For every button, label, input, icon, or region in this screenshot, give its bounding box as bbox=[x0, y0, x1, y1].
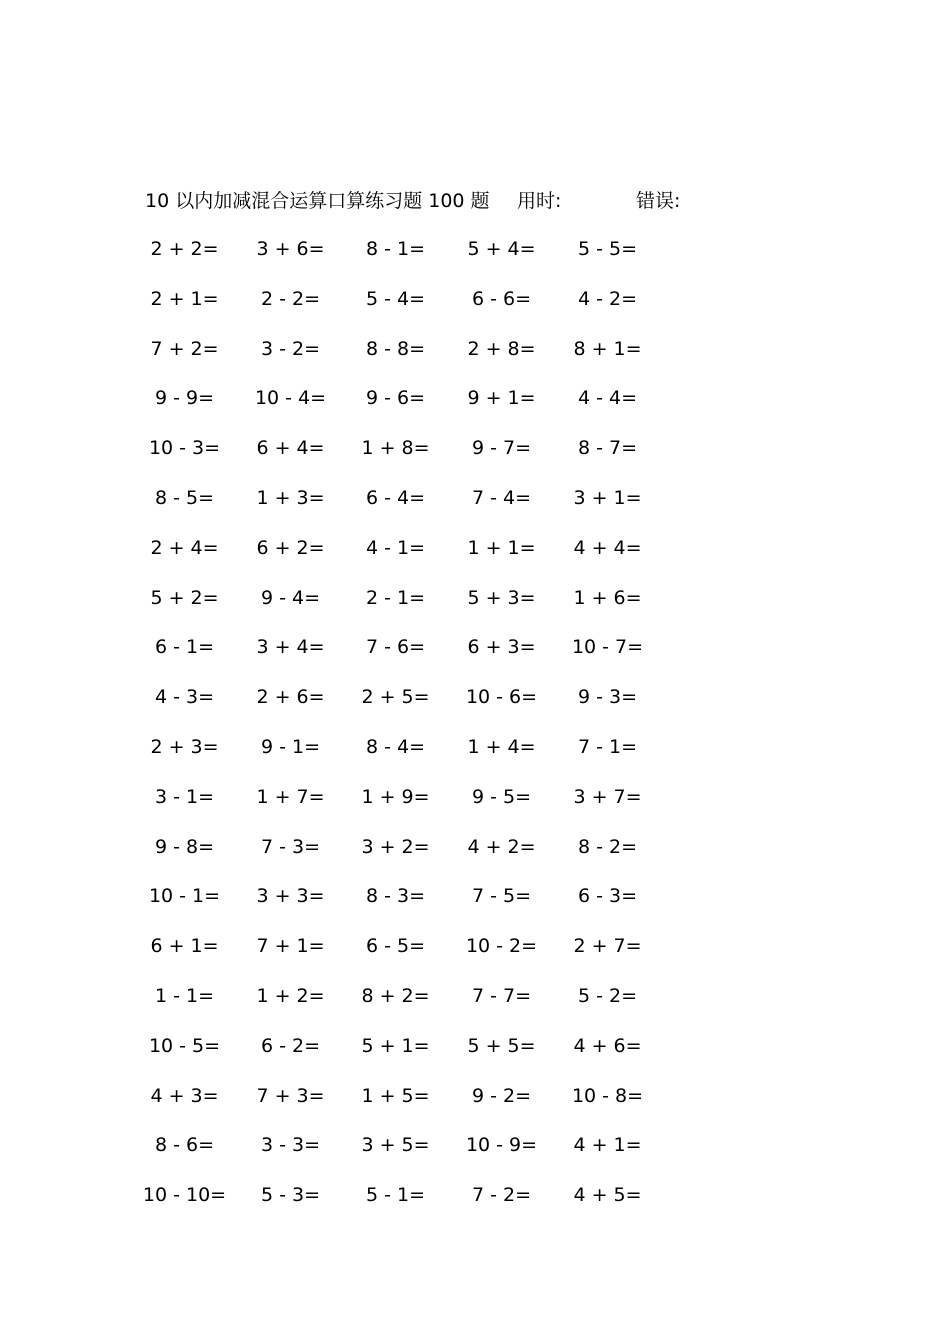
arithmetic-problem: 8 - 5= bbox=[154, 486, 215, 509]
arithmetic-problem: 1 + 1= bbox=[467, 536, 536, 559]
arithmetic-problem: 4 - 2= bbox=[577, 287, 638, 310]
arithmetic-problem: 9 - 2= bbox=[471, 1084, 532, 1107]
problem-grid bbox=[0, 233, 950, 1229]
arithmetic-problem: 1 + 2= bbox=[256, 984, 325, 1007]
arithmetic-problem: 1 + 8= bbox=[361, 437, 430, 460]
problem-row bbox=[0, 532, 950, 582]
arithmetic-problem: 7 - 3= bbox=[260, 835, 321, 858]
arithmetic-problem: 10 - 8= bbox=[571, 1084, 644, 1107]
arithmetic-problem: 4 + 2= bbox=[467, 835, 536, 858]
arithmetic-problem: 8 - 3= bbox=[365, 885, 426, 908]
arithmetic-problem: 3 + 5= bbox=[361, 1134, 430, 1157]
arithmetic-problem: 7 + 3= bbox=[256, 1084, 325, 1107]
arithmetic-problem: 4 - 4= bbox=[577, 387, 638, 410]
arithmetic-problem: 8 - 7= bbox=[577, 437, 638, 460]
problem-row bbox=[0, 233, 950, 283]
arithmetic-problem: 6 - 5= bbox=[365, 935, 426, 958]
arithmetic-problem: 8 - 6= bbox=[154, 1134, 215, 1157]
arithmetic-problem: 9 - 9= bbox=[154, 387, 215, 410]
problem-row bbox=[0, 1080, 950, 1130]
arithmetic-problem: 8 - 8= bbox=[365, 337, 426, 360]
arithmetic-problem: 4 + 1= bbox=[573, 1134, 642, 1157]
arithmetic-problem: 5 + 3= bbox=[467, 586, 536, 609]
arithmetic-problem: 9 - 7= bbox=[471, 437, 532, 460]
arithmetic-problem: 1 + 3= bbox=[256, 486, 325, 509]
arithmetic-problem: 3 + 2= bbox=[361, 835, 430, 858]
arithmetic-problem: 2 + 1= bbox=[150, 287, 219, 310]
arithmetic-problem: 1 + 7= bbox=[256, 785, 325, 808]
arithmetic-problem: 5 - 1= bbox=[365, 1184, 426, 1207]
arithmetic-problem: 8 - 4= bbox=[365, 735, 426, 758]
arithmetic-problem: 3 + 3= bbox=[256, 885, 325, 908]
arithmetic-problem: 7 + 1= bbox=[256, 935, 325, 958]
arithmetic-problem: 6 + 1= bbox=[150, 935, 219, 958]
arithmetic-problem: 5 + 2= bbox=[150, 586, 219, 609]
arithmetic-problem: 10 - 7= bbox=[571, 636, 644, 659]
arithmetic-problem: 9 + 1= bbox=[467, 387, 536, 410]
arithmetic-problem: 2 + 8= bbox=[467, 337, 536, 360]
problem-row bbox=[0, 631, 950, 681]
arithmetic-problem: 5 - 4= bbox=[365, 287, 426, 310]
arithmetic-problem: 2 + 3= bbox=[150, 735, 219, 758]
problem-row bbox=[0, 1129, 950, 1179]
arithmetic-problem: 6 - 1= bbox=[154, 636, 215, 659]
problem-row bbox=[0, 582, 950, 632]
arithmetic-problem: 6 + 3= bbox=[467, 636, 536, 659]
arithmetic-problem: 7 - 1= bbox=[577, 735, 638, 758]
arithmetic-problem: 3 + 4= bbox=[256, 636, 325, 659]
arithmetic-problem: 3 + 7= bbox=[573, 785, 642, 808]
problem-row bbox=[0, 681, 950, 731]
arithmetic-problem: 6 - 4= bbox=[365, 486, 426, 509]
problem-row bbox=[0, 781, 950, 831]
arithmetic-problem: 2 - 2= bbox=[260, 287, 321, 310]
time-used-label: 用时: bbox=[517, 190, 562, 212]
arithmetic-problem: 3 - 3= bbox=[260, 1134, 321, 1157]
arithmetic-problem: 1 + 4= bbox=[467, 735, 536, 758]
worksheet-title: 10 以内加减混合运算口算练习题 100 题 bbox=[145, 190, 490, 212]
problem-row bbox=[0, 432, 950, 482]
arithmetic-problem: 4 + 4= bbox=[573, 536, 642, 559]
arithmetic-problem: 6 - 2= bbox=[260, 1034, 321, 1057]
arithmetic-problem: 8 + 2= bbox=[361, 984, 430, 1007]
arithmetic-problem: 2 + 7= bbox=[573, 935, 642, 958]
arithmetic-problem: 9 - 6= bbox=[365, 387, 426, 410]
arithmetic-problem: 6 + 4= bbox=[256, 437, 325, 460]
arithmetic-problem: 6 - 6= bbox=[471, 287, 532, 310]
problem-row bbox=[0, 1030, 950, 1080]
arithmetic-problem: 7 - 4= bbox=[471, 486, 532, 509]
arithmetic-problem: 9 - 3= bbox=[577, 686, 638, 709]
arithmetic-problem: 7 - 5= bbox=[471, 885, 532, 908]
problem-row bbox=[0, 831, 950, 881]
arithmetic-problem: 1 + 6= bbox=[573, 586, 642, 609]
arithmetic-problem: 5 + 4= bbox=[467, 238, 536, 260]
arithmetic-problem: 3 + 1= bbox=[573, 486, 642, 509]
arithmetic-problem: 4 + 5= bbox=[573, 1184, 642, 1207]
arithmetic-problem: 9 - 4= bbox=[260, 586, 321, 609]
arithmetic-problem: 2 - 1= bbox=[365, 586, 426, 609]
arithmetic-problem: 10 - 2= bbox=[465, 935, 538, 958]
arithmetic-problem: 2 + 6= bbox=[256, 686, 325, 709]
arithmetic-problem: 10 - 1= bbox=[148, 885, 221, 908]
arithmetic-problem: 7 - 7= bbox=[471, 984, 532, 1007]
arithmetic-problem: 5 + 1= bbox=[361, 1034, 430, 1057]
arithmetic-problem: 2 + 2= bbox=[150, 238, 219, 260]
arithmetic-problem: 8 - 2= bbox=[577, 835, 638, 858]
arithmetic-problem: 3 - 1= bbox=[154, 785, 215, 808]
problem-row bbox=[0, 382, 950, 432]
problem-row bbox=[0, 333, 950, 383]
arithmetic-problem: 6 - 3= bbox=[577, 885, 638, 908]
arithmetic-problem: 10 - 3= bbox=[148, 437, 221, 460]
arithmetic-problem: 2 + 4= bbox=[150, 536, 219, 559]
arithmetic-problem: 7 - 6= bbox=[365, 636, 426, 659]
problem-row bbox=[0, 980, 950, 1030]
arithmetic-problem: 10 - 5= bbox=[148, 1034, 221, 1057]
arithmetic-problem: 9 - 1= bbox=[260, 735, 321, 758]
arithmetic-problem: 7 - 2= bbox=[471, 1184, 532, 1207]
errors-label: 错误: bbox=[636, 190, 681, 212]
arithmetic-problem: 3 - 2= bbox=[260, 337, 321, 360]
arithmetic-problem: 5 + 5= bbox=[467, 1034, 536, 1057]
problem-row bbox=[0, 731, 950, 781]
arithmetic-problem: 2 + 5= bbox=[361, 686, 430, 709]
arithmetic-problem: 10 - 4= bbox=[254, 387, 327, 410]
arithmetic-problem: 5 - 5= bbox=[577, 238, 638, 260]
arithmetic-problem: 1 + 5= bbox=[361, 1084, 430, 1107]
arithmetic-problem: 9 - 8= bbox=[154, 835, 215, 858]
arithmetic-problem: 8 + 1= bbox=[573, 337, 642, 360]
arithmetic-problem: 5 - 2= bbox=[577, 984, 638, 1007]
arithmetic-problem: 6 + 2= bbox=[256, 536, 325, 559]
arithmetic-problem: 4 - 1= bbox=[365, 536, 426, 559]
arithmetic-problem: 1 - 1= bbox=[154, 984, 215, 1007]
arithmetic-problem: 3 + 6= bbox=[256, 238, 325, 260]
problem-row bbox=[0, 1179, 950, 1229]
arithmetic-problem: 4 - 3= bbox=[154, 686, 215, 709]
arithmetic-problem: 7 + 2= bbox=[150, 337, 219, 360]
arithmetic-problem: 1 + 9= bbox=[361, 785, 430, 808]
arithmetic-problem: 5 - 3= bbox=[260, 1184, 321, 1207]
arithmetic-problem: 9 - 5= bbox=[471, 785, 532, 808]
arithmetic-problem: 10 - 6= bbox=[465, 686, 538, 709]
problem-row bbox=[0, 283, 950, 333]
problem-row bbox=[0, 482, 950, 532]
arithmetic-problem: 4 + 6= bbox=[573, 1034, 642, 1057]
problem-row bbox=[0, 930, 950, 980]
arithmetic-problem: 8 - 1= bbox=[365, 238, 426, 260]
arithmetic-problem: 10 - 9= bbox=[465, 1134, 538, 1157]
arithmetic-problem: 10 - 10= bbox=[142, 1184, 227, 1207]
arithmetic-problem: 4 + 3= bbox=[150, 1084, 219, 1107]
problem-row bbox=[0, 880, 950, 930]
